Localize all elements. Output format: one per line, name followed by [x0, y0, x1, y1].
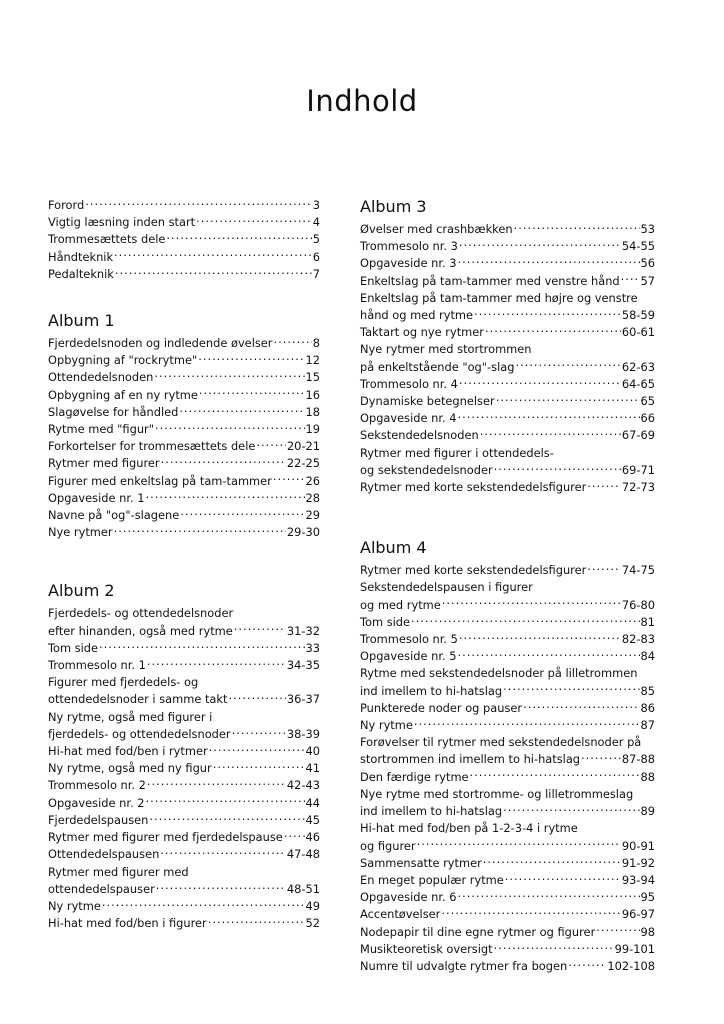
dot-leader	[234, 623, 286, 635]
entry-title-line: Sekstendedelspausen i figurer	[360, 580, 533, 595]
dot-leader	[273, 335, 311, 347]
page-number: 62-63	[621, 359, 655, 374]
page-number: 99-101	[614, 941, 655, 956]
page-number: 6	[312, 249, 320, 264]
entry-title: ind imellem to hi-hatslag	[360, 683, 503, 698]
toc-entry[interactable]	[48, 421, 320, 438]
dot-leader	[581, 751, 621, 763]
entry-title: Navne på "og"-slagene	[48, 508, 180, 523]
toc-entry[interactable]	[360, 786, 655, 820]
dot-leader	[102, 898, 305, 910]
page-number: 85	[640, 683, 655, 698]
dot-leader	[587, 562, 621, 574]
page-number: 16	[305, 387, 320, 402]
entry-title-line: Fjerdedels- og ottendedelsnoder	[48, 606, 234, 621]
entry-title-line: Rytmer med figurer med	[48, 864, 189, 879]
toc-entry[interactable]	[360, 376, 655, 393]
entry-title: Håndteknik	[48, 249, 114, 264]
dot-leader	[115, 266, 312, 278]
dot-leader	[514, 221, 640, 233]
page-number: 12	[305, 353, 320, 368]
dot-leader	[441, 906, 621, 918]
page-number: 22-25	[286, 456, 320, 471]
entry-title: Opgaveside nr. 6	[360, 890, 457, 905]
entry-title: Opgaveside nr. 1	[48, 490, 145, 505]
toc-entry[interactable]	[360, 324, 655, 341]
dot-leader	[411, 614, 639, 626]
dot-leader	[515, 359, 620, 371]
entry-title: og med rytme	[360, 597, 441, 612]
page-number: 49	[305, 898, 320, 913]
dot-leader	[505, 872, 621, 884]
page-number: 87-88	[621, 752, 655, 767]
entry-title: Trommesolo nr. 1	[48, 658, 146, 673]
entry-title: Accentøvelser	[360, 907, 441, 922]
toc-entry[interactable]	[48, 657, 320, 674]
dot-leader	[485, 324, 621, 336]
page-number: 48-51	[286, 881, 320, 896]
toc-entry[interactable]	[48, 335, 320, 352]
entry-title: Opgaveside nr. 3	[360, 256, 457, 271]
entry-title-line: Forøvelser til rytmer med sekstendedelsnoder på	[360, 735, 642, 750]
page-number: 72-73	[621, 480, 655, 495]
page-number: 7	[312, 266, 320, 281]
page-number: 74-75	[621, 563, 655, 578]
dot-leader	[459, 631, 621, 643]
toc-entry[interactable]	[360, 255, 655, 272]
toc-entry[interactable]	[48, 605, 320, 639]
toc-entry[interactable]	[48, 709, 320, 743]
dot-leader	[180, 507, 304, 519]
toc-entry[interactable]	[360, 924, 655, 941]
page-number: 88	[640, 769, 655, 784]
entry-title: stortrommen ind imellem to hi-hatslag	[360, 752, 581, 767]
dot-leader	[457, 889, 639, 901]
page-number: 8	[312, 336, 320, 351]
page-number: 60-61	[621, 325, 655, 340]
dot-leader	[156, 881, 286, 893]
toc-entry[interactable]	[360, 479, 655, 496]
dot-leader	[417, 838, 621, 850]
toc-entry[interactable]	[48, 214, 320, 231]
toc-entry[interactable]	[48, 829, 320, 846]
entry-title: Øvelser med crashbækken	[360, 222, 513, 236]
page-number: 58-59	[621, 308, 655, 323]
dot-leader	[166, 231, 311, 243]
entry-title: Hi-hat med fod/ben i figurer	[48, 916, 207, 931]
entry-title: Enkeltslag på tam-tammer med venstre hånd	[360, 273, 620, 288]
toc-entry[interactable]	[360, 665, 655, 699]
page-number: 64-65	[621, 376, 655, 391]
page-number: 66	[640, 411, 655, 426]
entry-title: ind imellem to hi-hatslag	[360, 804, 503, 819]
dot-leader	[474, 307, 621, 319]
section-heading: Album 3	[360, 197, 427, 216]
entry-title: Ny rytme	[360, 718, 413, 733]
toc-entry[interactable]	[360, 221, 655, 238]
dot-leader	[523, 700, 639, 712]
toc-entry[interactable]	[360, 273, 655, 290]
toc-entry[interactable]	[360, 341, 655, 375]
page-number: 19	[305, 422, 320, 437]
entry-title: Punkterede noder og pauser	[360, 700, 523, 715]
toc-right-column	[360, 197, 655, 975]
dot-leader	[459, 238, 621, 250]
entry-title-line: Nye rytmer med stortrommen	[360, 342, 532, 357]
page-number: 41	[305, 761, 320, 776]
entry-title: Trommesættets dele	[48, 232, 166, 247]
dot-leader	[147, 777, 286, 789]
entry-title: og sekstendedelsnoder	[360, 462, 493, 477]
entry-title: Vigtig læsning inden start	[48, 215, 196, 230]
entry-title: Hi-hat med fod/ben i rytmer	[48, 744, 208, 759]
page-number: 4	[312, 215, 320, 230]
entry-title: Ny rytme, også med ny figur	[48, 761, 212, 776]
page-number: 96-97	[621, 907, 655, 922]
page-number: 40	[305, 744, 320, 759]
toc-entry[interactable]	[48, 249, 320, 266]
page-number: 57	[640, 273, 655, 288]
toc-entry[interactable]	[48, 915, 320, 932]
page-number: 54-55	[621, 239, 655, 254]
entry-title: Numre til udvalgte rytmer fra bogen	[360, 958, 568, 973]
section-heading: Album 1	[48, 311, 115, 331]
toc-left-column	[48, 197, 320, 932]
entry-title: Trommesolo nr. 5	[360, 632, 458, 647]
toc-entry[interactable]	[48, 490, 320, 507]
entry-title: Opgaveside nr. 5	[360, 649, 457, 664]
page-number: 5	[312, 232, 320, 247]
dot-leader	[568, 958, 606, 970]
toc-entry[interactable]	[48, 864, 320, 898]
entry-title: hånd og med rytme	[360, 308, 474, 323]
toc-entry[interactable]	[360, 820, 655, 854]
entry-title: Dynamiske betegnelser	[360, 394, 495, 409]
toc-entry[interactable]	[360, 562, 655, 579]
entry-title-line: Figurer med fjerdedels- og	[48, 675, 199, 690]
dot-leader	[160, 846, 286, 858]
page-title: Indhold	[306, 84, 418, 118]
dot-leader	[196, 214, 312, 226]
dot-leader	[414, 717, 640, 729]
entry-title: Opgaveside nr. 2	[48, 795, 145, 810]
page-number: 29	[305, 508, 320, 523]
page-number: 56	[640, 256, 655, 271]
dot-leader	[198, 352, 304, 364]
toc-entry[interactable]	[48, 266, 320, 283]
entry-title: Sekstendedelsnoden	[360, 428, 479, 443]
section-heading: Album 4	[360, 538, 427, 558]
toc-entry[interactable]	[48, 507, 320, 524]
entry-title: Opbygning af "rockrytme"	[48, 353, 198, 368]
entry-title: fjerdedels- og ottendedelsnoder	[48, 726, 231, 741]
toc-entry[interactable]	[360, 445, 655, 479]
entry-title: Rytmer med korte sekstendedelsfigurer	[360, 480, 587, 495]
toc-entry[interactable]	[360, 889, 655, 906]
toc-entry[interactable]	[360, 872, 655, 889]
toc-entry[interactable]	[48, 455, 320, 472]
entry-title: Rytmer med korte sekstendedelsfigurer	[360, 563, 587, 578]
toc-entry[interactable]	[360, 579, 655, 613]
dot-leader	[459, 376, 621, 388]
page-number: 90-91	[621, 838, 655, 853]
dot-leader	[232, 726, 286, 738]
page-number: 29-30	[286, 525, 320, 540]
dot-leader	[161, 455, 286, 467]
dot-leader	[483, 855, 621, 867]
dot-leader	[256, 438, 286, 450]
page-number: 20-21	[286, 439, 320, 454]
page-number: 86	[640, 700, 655, 715]
entry-title: Musikteoretisk oversigt	[360, 941, 493, 956]
toc-entry[interactable]	[360, 769, 655, 786]
toc-entry[interactable]	[48, 777, 320, 794]
page-number: 82-83	[621, 632, 655, 647]
toc-entry[interactable]	[360, 393, 655, 410]
toc-entry[interactable]	[48, 524, 320, 541]
page-number: 65	[640, 394, 655, 409]
entry-title: Ottendedelspausen	[48, 847, 160, 862]
dot-leader	[470, 769, 640, 781]
page-number: 53	[640, 222, 655, 236]
entry-title: Forord	[48, 198, 85, 212]
page-number: 3	[312, 198, 320, 212]
dot-leader	[99, 640, 304, 652]
page-number: 98	[640, 924, 655, 939]
dot-leader	[442, 597, 621, 609]
entry-title: Slagøvelse for håndled	[48, 404, 179, 419]
page-number: 31-32	[286, 623, 320, 638]
toc-entry[interactable]	[360, 906, 655, 923]
page-number: 28	[305, 490, 320, 505]
dot-leader	[114, 524, 286, 536]
page-number: 34-35	[286, 658, 320, 673]
dot-leader	[496, 393, 640, 405]
toc-section	[48, 581, 320, 932]
toc-entry[interactable]	[48, 640, 320, 657]
dot-leader	[457, 255, 639, 267]
toc-entry[interactable]	[360, 734, 655, 768]
page-number: 26	[305, 473, 320, 488]
page-number: 93-94	[621, 872, 655, 887]
dot-leader	[208, 915, 305, 927]
toc-entry[interactable]	[360, 631, 655, 648]
toc-entry[interactable]	[360, 717, 655, 734]
dot-leader	[480, 427, 621, 439]
dot-leader	[596, 924, 639, 936]
entry-title-line: Rytme med sekstendedelsnoder på lilletrommen	[360, 666, 638, 681]
entry-title: Nye rytmer	[48, 525, 113, 540]
dot-leader	[147, 657, 286, 669]
entry-title-line: Ny rytme, også med figurer i	[48, 709, 213, 724]
dot-leader	[85, 197, 312, 209]
toc-section	[360, 197, 655, 496]
page-number: 46	[305, 830, 320, 845]
dot-leader	[179, 404, 304, 416]
entry-title: på enkeltstående "og"-slag	[360, 359, 515, 374]
entry-title-line: Hi-hat med fod/ben på 1-2-3-4 i rytme	[360, 821, 578, 836]
dot-leader	[213, 760, 305, 772]
entry-title: Rytmer med figurer med fjerdedelspause	[48, 830, 283, 845]
entry-title: Nodepapir til dine egne rytmer og figurer	[360, 924, 596, 939]
dot-leader	[155, 421, 305, 433]
page-number: 67-69	[621, 428, 655, 443]
toc-entry[interactable]	[360, 427, 655, 444]
page-number: 76-80	[621, 597, 655, 612]
dot-leader	[145, 795, 304, 807]
page-number: 18	[305, 404, 320, 419]
entry-title: Ottendedelsnoden	[48, 370, 154, 385]
page-number: 52	[305, 916, 320, 931]
page-number: 38-39	[286, 726, 320, 741]
page-number: 42-43	[286, 778, 320, 793]
entry-title-line: Nye rytme med stortromme- og lilletrommeslag	[360, 786, 634, 801]
page-number: 44	[305, 795, 320, 810]
toc-entry[interactable]	[360, 238, 655, 255]
entry-title: ottendedelsnoder i samme takt	[48, 692, 228, 707]
page-number: 36-37	[286, 692, 320, 707]
toc-entry[interactable]	[360, 958, 655, 975]
page-number: 89	[640, 804, 655, 819]
toc-entry[interactable]	[48, 438, 320, 455]
entry-title: Rytme med "figur"	[48, 422, 154, 437]
toc-entry[interactable]	[360, 410, 655, 427]
toc-entry[interactable]	[48, 352, 320, 369]
toc-entry[interactable]	[48, 743, 320, 760]
toc-entry[interactable]	[48, 404, 320, 421]
page-number: 102-108	[607, 958, 655, 973]
dot-leader	[199, 387, 305, 399]
toc-entry[interactable]	[360, 290, 655, 324]
toc-entry[interactable]	[360, 614, 655, 631]
toc-entry[interactable]	[48, 674, 320, 708]
page-number: 47-48	[286, 847, 320, 862]
toc-entry[interactable]	[360, 648, 655, 665]
dot-leader	[457, 410, 639, 422]
page-number: 87	[640, 718, 655, 733]
toc-entry[interactable]	[360, 855, 655, 872]
dot-leader	[503, 803, 639, 815]
dot-leader	[273, 473, 305, 485]
toc-section	[48, 197, 320, 283]
entry-title: Fjerdedelspausen	[48, 812, 149, 827]
dot-leader	[457, 648, 639, 660]
entry-title: Pedalteknik	[48, 266, 114, 281]
dot-leader	[154, 369, 304, 381]
dot-leader	[284, 829, 305, 841]
toc-entry[interactable]	[48, 369, 320, 386]
page-number: 69-71	[621, 462, 655, 477]
toc-entry[interactable]	[360, 700, 655, 717]
toc-entry[interactable]	[360, 941, 655, 958]
page-number: 84	[640, 649, 655, 664]
toc-entry[interactable]	[48, 387, 320, 404]
dot-leader	[494, 941, 614, 953]
toc-entry[interactable]	[48, 898, 320, 915]
entry-title: Opbygning af en ny rytme	[48, 387, 198, 402]
entry-title: Opgaveside nr. 4	[360, 411, 457, 426]
dot-leader	[114, 249, 312, 261]
entry-title: Taktart og nye rytmer	[360, 325, 484, 340]
entry-title: Tom side	[360, 614, 411, 629]
toc-section	[360, 538, 655, 975]
dot-leader	[587, 479, 621, 491]
section-heading: Album 2	[48, 581, 115, 601]
entry-title: Trommesolo nr. 4	[360, 376, 458, 391]
entry-title: Ny rytme	[48, 898, 101, 913]
entry-title: efter hinanden, også med rytme	[48, 623, 233, 638]
entry-title: Tom side	[48, 640, 99, 655]
entry-title: Den færdige rytme	[360, 769, 469, 784]
page-number: 33	[305, 640, 320, 655]
toc-entry[interactable]	[48, 846, 320, 863]
page-number: 15	[305, 370, 320, 385]
entry-title: Fjerdedelsnoden og indledende øvelser	[48, 336, 273, 351]
toc-entry[interactable]	[48, 795, 320, 812]
dot-leader	[209, 743, 305, 755]
entry-title: Rytmer med figurer	[48, 456, 160, 471]
dot-leader	[503, 683, 639, 695]
entry-title: og figurer	[360, 838, 416, 853]
entry-title: Figurer med enkeltslag på tam-tammer	[48, 473, 272, 488]
entry-title: Trommesolo nr. 2	[48, 778, 146, 793]
toc-entry[interactable]	[48, 231, 320, 248]
entry-title: Sammensatte rytmer	[360, 855, 482, 870]
toc-entry[interactable]	[48, 197, 320, 214]
dot-leader	[228, 691, 285, 703]
toc-entry[interactable]	[48, 760, 320, 777]
entry-title: Trommesolo nr. 3	[360, 239, 458, 254]
page-number: 91-92	[621, 855, 655, 870]
dot-leader	[621, 273, 640, 285]
toc-entry[interactable]	[48, 473, 320, 490]
entry-title: ottendedelspauser	[48, 881, 155, 896]
page-number: 45	[305, 812, 320, 827]
dot-leader	[494, 462, 621, 474]
page-number: 95	[640, 890, 655, 905]
entry-title-line: Enkeltslag på tam-tammer med højre og venstre	[360, 290, 638, 305]
dot-leader	[145, 490, 304, 502]
entry-title: Forkortelser for trommesættets dele	[48, 439, 256, 454]
toc-entry[interactable]	[48, 812, 320, 829]
entry-title-line: Rytmer med figurer i ottendedels-	[360, 445, 554, 460]
toc-section	[48, 311, 320, 541]
dot-leader	[149, 812, 304, 824]
page-number: 81	[640, 614, 655, 629]
entry-title: En meget populær rytme	[360, 872, 504, 887]
